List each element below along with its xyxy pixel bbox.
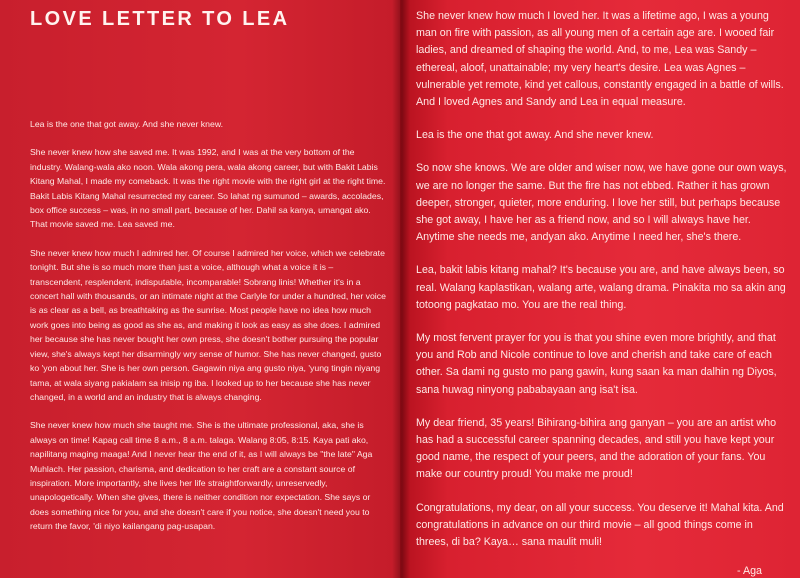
right-paragraph-2: Lea is the one that got away. And she never knew. (416, 129, 654, 142)
left-paragraph-1: Lea is the one that got away. And she never knew. (30, 119, 224, 129)
right-paragraph-1: She never knew how much I loved her. It was a lifetime ago, I was a young man on fire with passion, as all young men of a certain age are. I wooed fair ladies, and dreamed of shaping the world. And, to me, Lea was Sandy – ethereal, aloof, unattainable; my very heart's desire. Lea was Agnes – vulnerable yet remote, kind yet callous, constantly engaged in a battle of wills. And I loved Agnes and Sandy and Lea in equal measure. (416, 10, 784, 109)
right-paragraph-3: So now she knows. We are older and wiser now, we have gone our own ways, we are no longer the same. But the fire has not ebbed. Rather it has grown deeper, stronger, quieter, more enduring. I love her still, but perhaps because she got away, I have her as a friend now, and so I will always have her. Anytime she needs me, andyan ako. Anytime I need her, she's there. (416, 162, 787, 244)
left-paragraph-3: She never knew how much I admired her. Of course I admired her voice, which we celebrate tonight. But she is so much more than just a voice, although what a voice it is – transcendent, resplendent, indisputable, incomparable! Sobrang linis! Whether it's in a concert hall with thousands, or an intimate night at the Carlyle for under a hundred, her voice is as clear as a bell, as breathtaking as the sunrise. Most people have no idea how much work goes into being as good as she as, and making it look as easy as she does. I admired her because she has never bought her own press, she doesn't bother pursuing the popular view, she's always kept her disarmingly wry sense of humor. She has never changed, gusto ko 'yon about her. She is her own person. Gagawin niya ang gusto niya, 'yung tingin niyang tama, at wala siyang pakialam sa inisip ng iba. I looked up to her because she has never changed, in a world and an industry that is always changing. (30, 247, 386, 402)
right-paragraph-6: My dear friend, 35 years! Bihirang-bihira ang ganyan – you are an artist who has had a successful career spanning decades, and still you have kept your good name, the respect of your peers, and the adoration of your fans. You make our country proud! You make me proud! (416, 416, 777, 481)
right-paragraph-4: Lea, bakit labis kitang mahal? It's because you are, and have always been, so real. Walang kaplastikan, walang arte, walang drama. Pinakita mo sa akin ang totoong pagkatao mo. You are the real thing. (416, 264, 786, 311)
right-page (400, 0, 800, 578)
right-paragraph-5: My most fervent prayer for you is that you shine even more brightly, and that you and Rob and Nicole continue to love and cherish and take care of each other. Sa dami ng gusto mo pang gawin, kung saan ka man dalhin ng Diyos, sana huwag ninyong pababayaan ang isa't isa. (416, 332, 777, 396)
left-paragraph-4: She never knew how much she taught me. She is the ultimate professional, aka, she is always on time! Kapag call time 8 a.m., 8 a.m. talaga. Walang 8:05, 8:15. Kaya pati ako, napilitang maging maaga! And I never hear the end of it, as I will always be "the late" Aga Muhlach. Her passion, charisma, and dedication to her craft are a constant source of inspiration. More importantly, she lives her life straightforwardly, unreservedly, unapologetically. When she gives, there is neither condition nor expectation. She says or does something nice for you, and she doesn't care if you notice, she doesn't need you to return the favor, 'di niyo kailangang pag-usapan. (30, 420, 373, 532)
book-gutter (392, 0, 410, 578)
right-paragraph-7: Congratulations, my dear, on all your success. You deserve it! Mahal kita. And congratulations in advance on our third movie – all good things come in threes, di ba? Kaya… sana maulit muli! (416, 501, 784, 549)
left-paragraph-2: She never knew how she saved me. It was 1992, and I was at the very bottom of the industry. Walang-wala ako noon. Wala akong pera, wala akong career, but with Bakit Labis Kitang Mahal, I made my comeback. It was the right movie with the right girl at the right time. Bakit Labis Kitang Mahal resurrected my career. So lahat ng sumunod – awards, accolades, box office success – was, in no small part, because of her. Dahil sa kanya, umangat ako. That movie saved me. Lea saved me. (30, 147, 386, 230)
signature: - Aga (737, 565, 762, 578)
letter-title: LOVE LETTER TO LEA (30, 8, 290, 30)
